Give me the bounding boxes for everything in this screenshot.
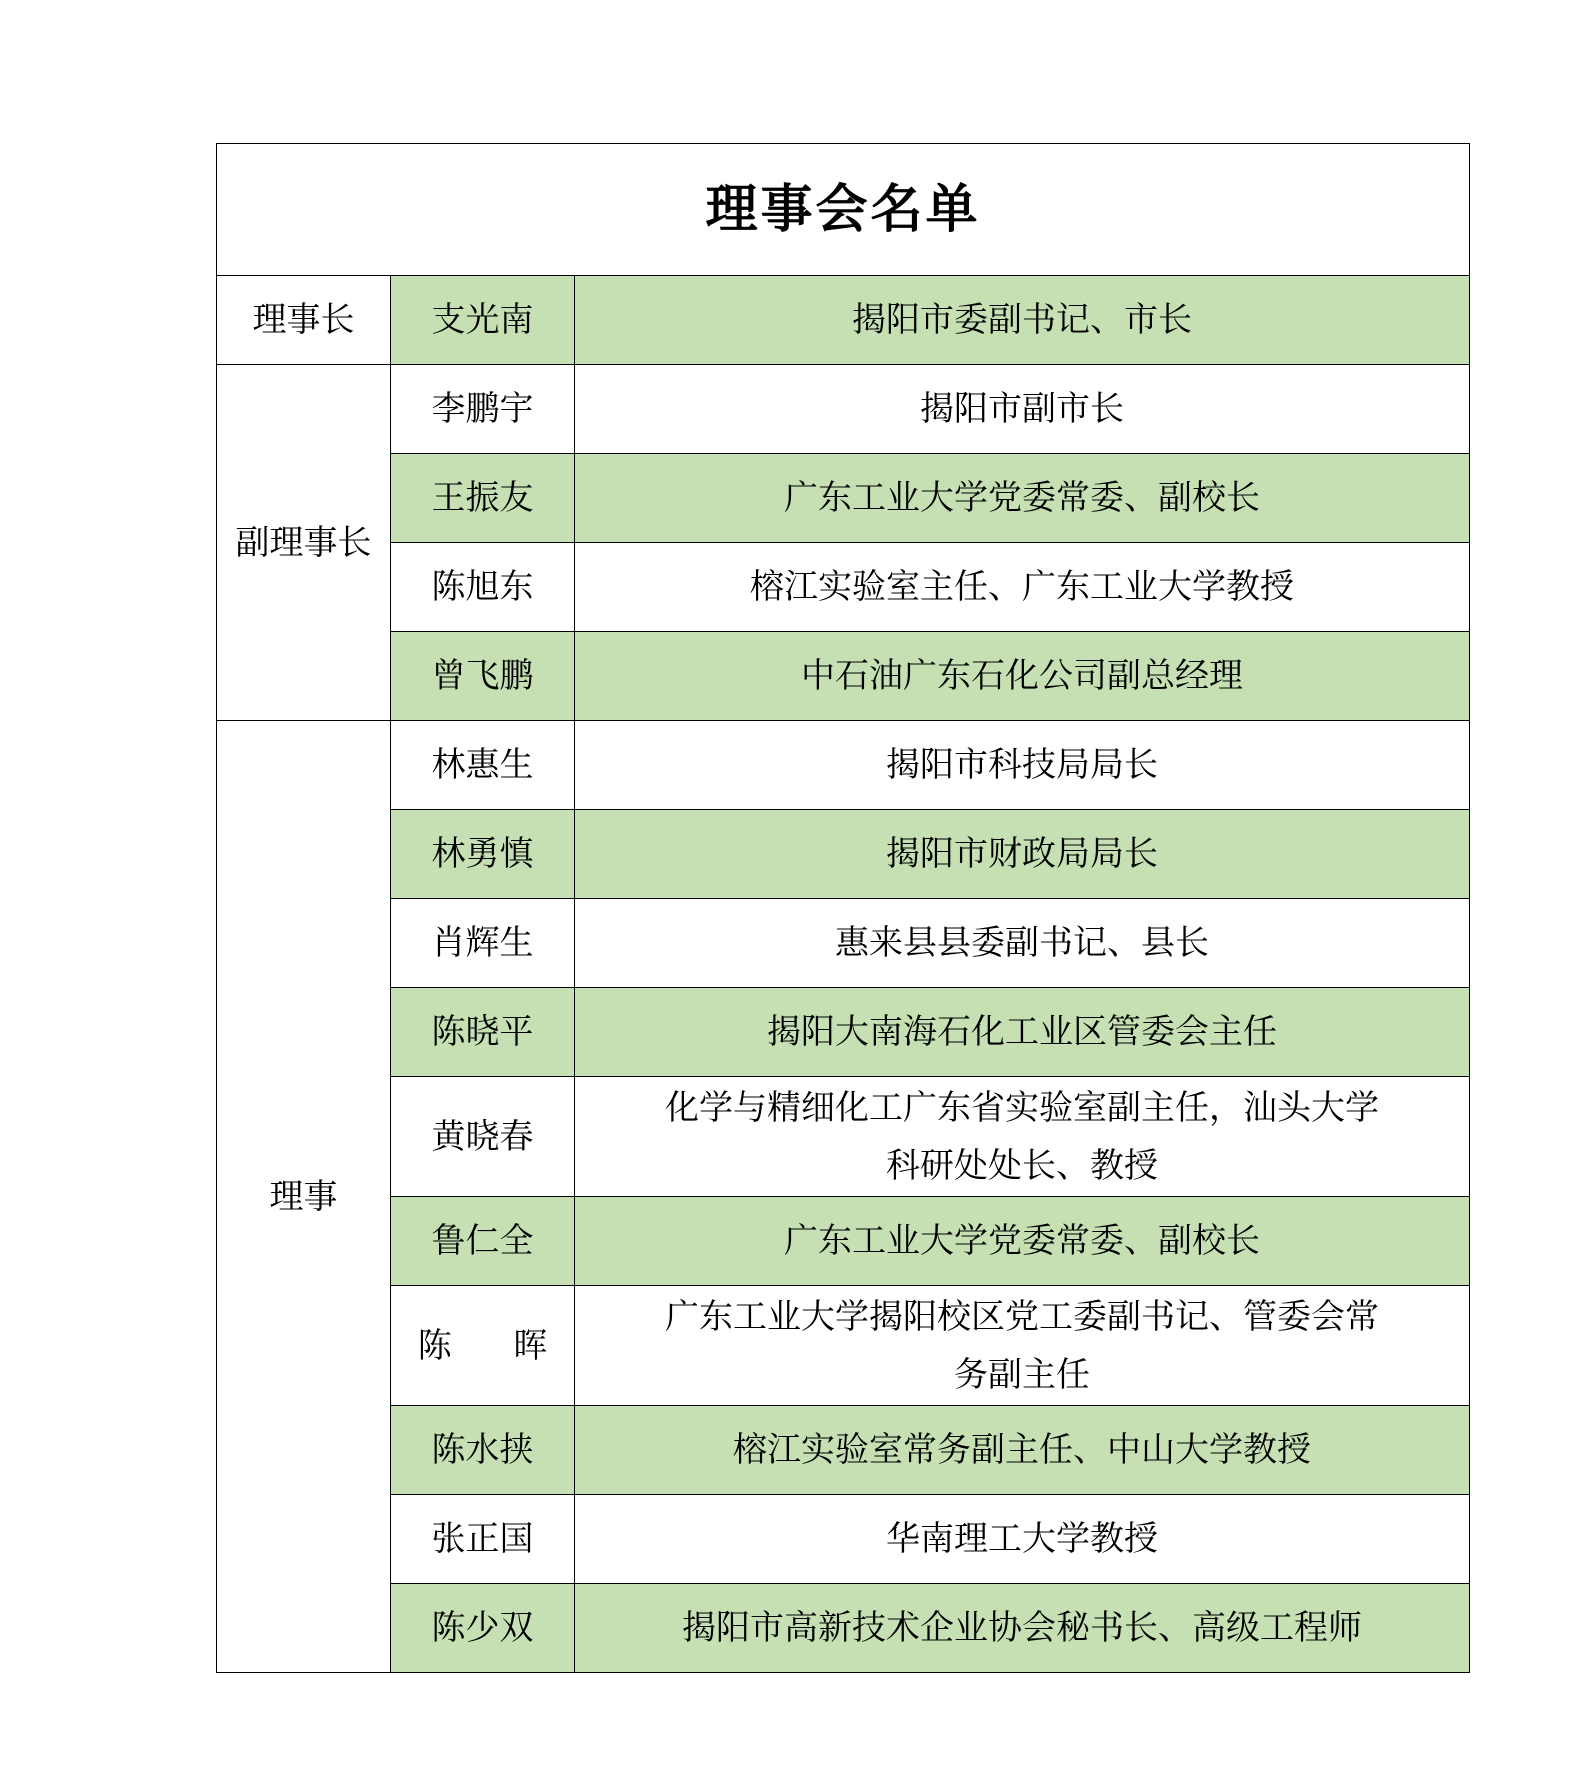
member-name: 陈少双 <box>391 1584 575 1673</box>
member-row <box>217 1406 1470 1495</box>
member-position: 中石油广东石化公司副总经理 <box>575 632 1470 721</box>
member-name: 林惠生 <box>391 721 575 810</box>
member-row <box>217 988 1470 1077</box>
member-row <box>217 1197 1470 1286</box>
council-roster-table <box>216 143 1470 1673</box>
member-name: 林勇慎 <box>391 810 575 899</box>
member-name: 李鹏宇 <box>391 365 575 454</box>
member-position: 榕江实验室主任、广东工业大学教授 <box>575 543 1470 632</box>
member-row <box>217 632 1470 721</box>
member-row <box>217 1077 1470 1197</box>
member-position: 华南理工大学教授 <box>575 1495 1470 1584</box>
member-name: 肖辉生 <box>391 899 575 988</box>
member-row <box>217 276 1470 365</box>
member-name: 黄晓春 <box>391 1077 575 1197</box>
member-position: 化学与精细化工广东省实验室副主任，汕头大学科研处处长、教授 <box>575 1077 1470 1197</box>
member-position: 广东工业大学揭阳校区党工委副书记、管委会常务副主任 <box>575 1286 1470 1406</box>
member-position: 榕江实验室常务副主任、中山大学教授 <box>575 1406 1470 1495</box>
member-position: 揭阳市高新技术企业协会秘书长、高级工程师 <box>575 1584 1470 1673</box>
member-row <box>217 1286 1470 1406</box>
role-cell: 理事长 <box>217 276 391 365</box>
member-name: 支光南 <box>391 276 575 365</box>
member-name: 陈水挟 <box>391 1406 575 1495</box>
member-row <box>217 365 1470 454</box>
member-row <box>217 721 1470 810</box>
member-position: 惠来县县委副书记、县长 <box>575 899 1470 988</box>
member-position: 揭阳市财政局局长 <box>575 810 1470 899</box>
member-position: 揭阳大南海石化工业区管委会主任 <box>575 988 1470 1077</box>
role-cell: 副理事长 <box>217 365 391 721</box>
member-row <box>217 454 1470 543</box>
member-position: 广东工业大学党委常委、副校长 <box>575 454 1470 543</box>
member-name: 王振友 <box>391 454 575 543</box>
member-name: 鲁仁全 <box>391 1197 575 1286</box>
member-name: 曾飞鹏 <box>391 632 575 721</box>
member-row <box>217 899 1470 988</box>
member-name: 张正国 <box>391 1495 575 1584</box>
member-position: 揭阳市科技局局长 <box>575 721 1470 810</box>
member-row <box>217 543 1470 632</box>
page-title: 理事会名单 <box>217 144 1470 276</box>
title-row <box>217 144 1470 276</box>
member-position: 广东工业大学党委常委、副校长 <box>575 1197 1470 1286</box>
member-position: 揭阳市委副书记、市长 <box>575 276 1470 365</box>
role-cell: 理事 <box>217 721 391 1673</box>
member-position: 揭阳市副市长 <box>575 365 1470 454</box>
member-row <box>217 810 1470 899</box>
roster-body <box>217 144 1470 1673</box>
member-row <box>217 1495 1470 1584</box>
member-name: 陈 晖 <box>391 1286 575 1406</box>
member-row <box>217 1584 1470 1673</box>
member-name: 陈晓平 <box>391 988 575 1077</box>
member-name: 陈旭东 <box>391 543 575 632</box>
